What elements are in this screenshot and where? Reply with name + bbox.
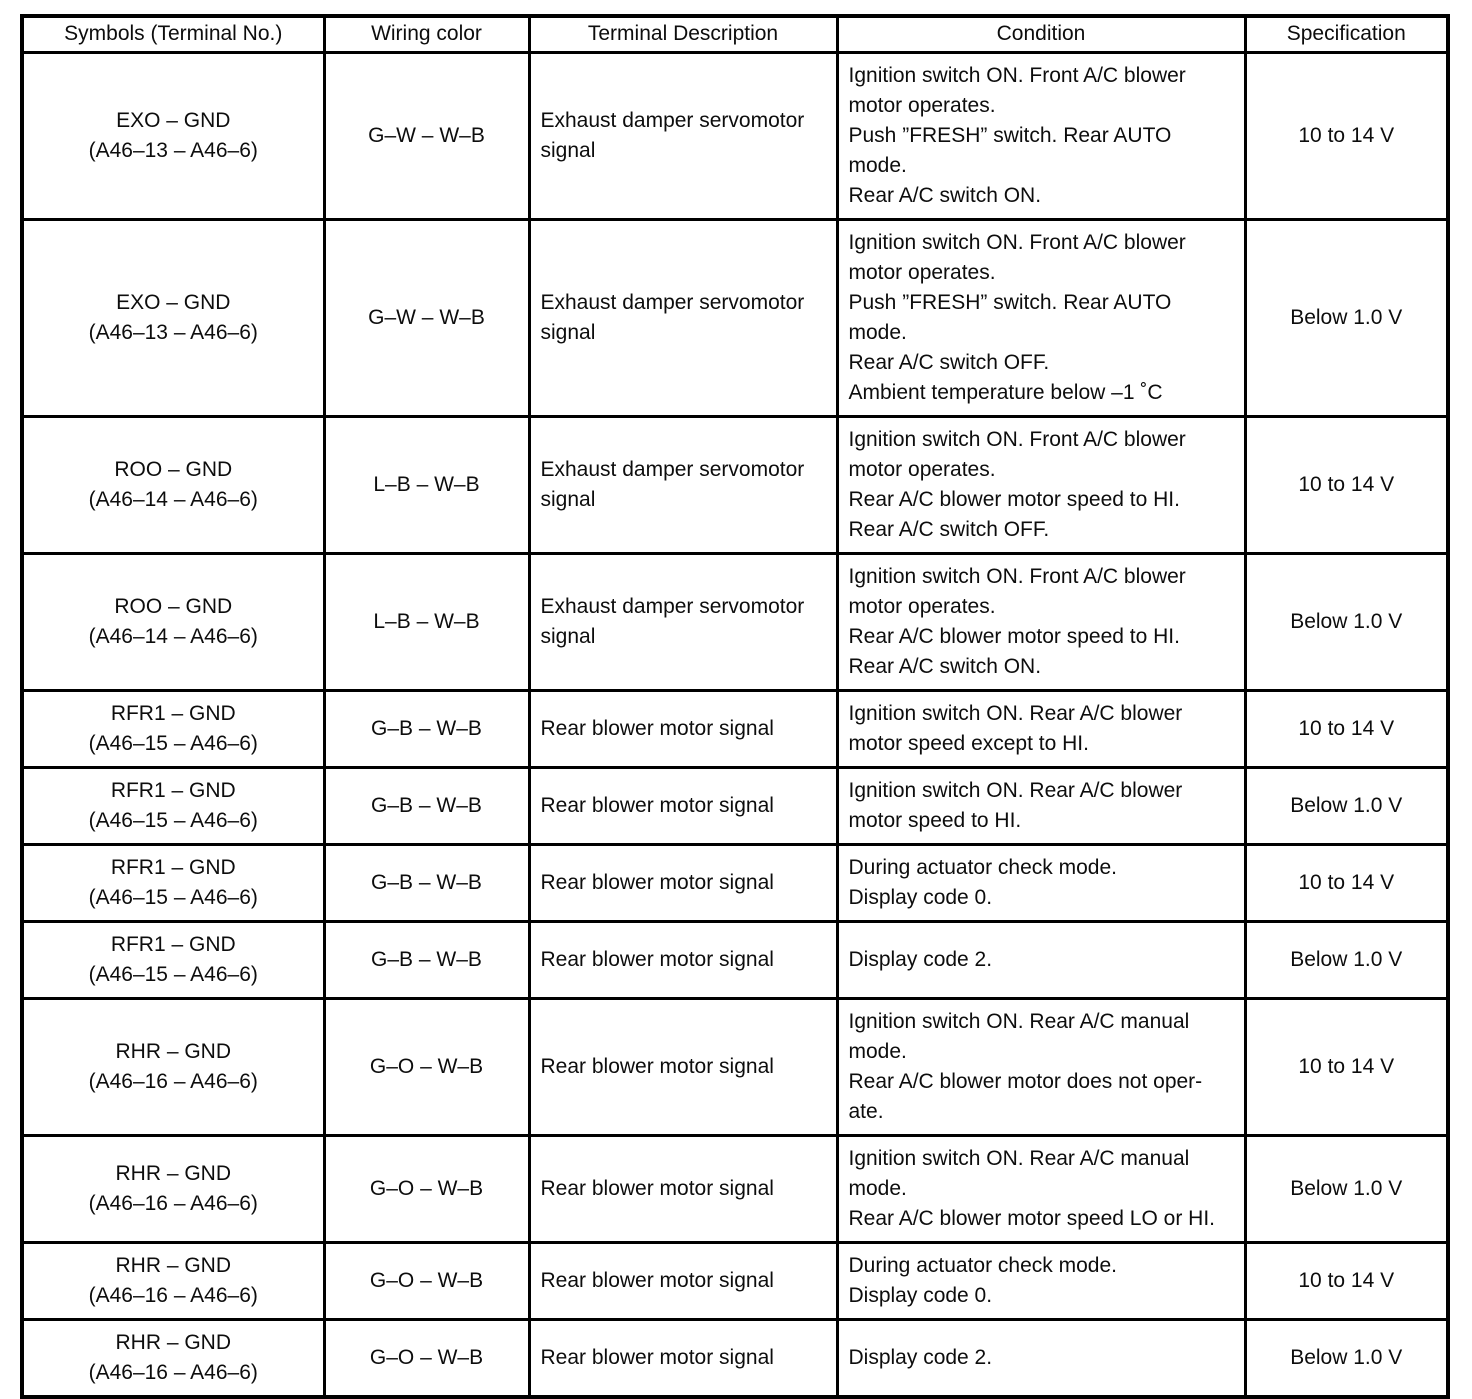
text-line: Rear blower motor signal: [540, 1176, 774, 1200]
text-line: motor speed to HI.: [848, 808, 1022, 832]
description-cell: [529, 1135, 837, 1242]
text-line: 10 to 14 V: [1298, 716, 1395, 740]
text-line: RFR1 – GND: [110, 701, 236, 725]
text-line: G–O – W–B: [369, 1176, 484, 1200]
text-line: Ignition switch ON. Front A/C blower: [848, 427, 1186, 451]
text-line: signal: [540, 487, 596, 511]
text-line: Display code 2.: [848, 1345, 993, 1369]
condition-cell: [837, 1319, 1245, 1397]
condition-cell: [837, 767, 1245, 844]
text-line: RFR1 – GND: [110, 778, 236, 802]
column-header-condition: Condition: [837, 16, 1245, 52]
text-line: Rear A/C switch OFF.: [848, 517, 1050, 541]
text-line: Ignition switch ON. Rear A/C blower: [848, 778, 1183, 802]
text-line: RFR1 – GND: [110, 932, 236, 956]
wiring-color-cell: [324, 690, 529, 767]
specification-cell: [1245, 1242, 1448, 1319]
text-line: motor operates.: [848, 457, 996, 481]
wiring-color-cell: [324, 416, 529, 553]
text-line: EXO – GND: [116, 108, 231, 132]
text-line: mode.: [848, 320, 907, 344]
condition-cell: [837, 1135, 1245, 1242]
text-line: (A46–15 – A46–6): [88, 962, 258, 986]
text-line: (A46–15 – A46–6): [88, 808, 258, 832]
specification-cell: [1245, 1319, 1448, 1397]
text-line: G–W – W–B: [368, 305, 485, 329]
wiring-color-cell: [324, 553, 529, 690]
wiring-color-cell: [324, 1242, 529, 1319]
text-line: During actuator check mode.: [848, 855, 1117, 879]
specification-cell: [1245, 553, 1448, 690]
text-line: Rear blower motor signal: [540, 947, 774, 971]
wiring-color-cell: [324, 219, 529, 416]
symbol-cell: [22, 1242, 324, 1319]
symbol-cell: [22, 1135, 324, 1242]
table-row: [22, 52, 1448, 219]
table-row: [22, 1135, 1448, 1242]
text-line: G–O – W–B: [369, 1345, 484, 1369]
specification-cell: [1245, 998, 1448, 1135]
text-line: Exhaust damper servomotor: [540, 457, 805, 481]
table-row: [22, 690, 1448, 767]
symbol-cell: [22, 921, 324, 998]
text-line: 10 to 14 V: [1298, 1054, 1395, 1078]
text-line: Display code 2.: [848, 947, 993, 971]
text-line: motor speed except to HI.: [848, 731, 1089, 755]
symbol-cell: [22, 998, 324, 1135]
text-line: motor operates.: [848, 260, 996, 284]
text-line: G–B – W–B: [371, 716, 482, 740]
description-cell: [529, 844, 837, 921]
text-line: Rear A/C switch ON.: [848, 183, 1042, 207]
text-line: mode.: [848, 1176, 907, 1200]
description-cell: [529, 1319, 837, 1397]
condition-cell: [837, 921, 1245, 998]
condition-cell: [837, 416, 1245, 553]
terminal-spec-table: [20, 14, 1450, 1399]
column-header-wiring-color: Wiring color: [324, 16, 529, 52]
table-body: [22, 52, 1448, 1397]
text-line: Rear blower motor signal: [540, 1054, 774, 1078]
specification-cell: [1245, 1135, 1448, 1242]
text-line: Exhaust damper servomotor: [540, 290, 805, 314]
text-line: signal: [540, 320, 596, 344]
text-line: Rear A/C switch OFF.: [848, 350, 1050, 374]
text-line: ROO – GND: [114, 457, 233, 481]
text-line: (A46–16 – A46–6): [88, 1283, 258, 1307]
specification-cell: [1245, 416, 1448, 553]
text-line: Rear blower motor signal: [540, 793, 774, 817]
text-line: (A46–16 – A46–6): [88, 1191, 258, 1215]
column-header-specification: Specification: [1245, 16, 1448, 52]
text-line: 10 to 14 V: [1298, 1268, 1395, 1292]
text-line: Below 1.0 V: [1290, 305, 1403, 329]
text-line: Below 1.0 V: [1290, 947, 1403, 971]
text-line: mode.: [848, 1039, 907, 1063]
condition-cell: [837, 219, 1245, 416]
text-line: Below 1.0 V: [1290, 1176, 1403, 1200]
text-line: Display code 0.: [848, 1283, 993, 1307]
text-line: Rear A/C blower motor speed to HI.: [848, 624, 1180, 648]
text-line: RHR – GND: [115, 1161, 231, 1185]
text-line: G–B – W–B: [371, 947, 482, 971]
description-cell: [529, 416, 837, 553]
condition-cell: [837, 1242, 1245, 1319]
text-line: RHR – GND: [115, 1253, 231, 1277]
text-line: Ignition switch ON. Rear A/C blower: [848, 701, 1183, 725]
text-line: (A46–16 – A46–6): [88, 1069, 258, 1093]
text-line: RHR – GND: [115, 1330, 231, 1354]
wiring-color-cell: [324, 52, 529, 219]
symbol-cell: [22, 219, 324, 416]
text-line: Below 1.0 V: [1290, 609, 1403, 633]
text-line: G–O – W–B: [369, 1268, 484, 1292]
specification-cell: [1245, 52, 1448, 219]
text-line: 10 to 14 V: [1298, 870, 1395, 894]
text-line: Ignition switch ON. Front A/C blower: [848, 230, 1186, 254]
text-line: Ignition switch ON. Front A/C blower: [848, 564, 1186, 588]
description-cell: [529, 921, 837, 998]
text-line: Ignition switch ON. Rear A/C manual: [848, 1009, 1190, 1033]
symbol-cell: [22, 52, 324, 219]
text-line: Push ”FRESH” switch. Rear AUTO: [848, 290, 1172, 314]
table-row: [22, 416, 1448, 553]
description-cell: [529, 690, 837, 767]
text-line: L–B – W–B: [373, 472, 480, 496]
wiring-color-cell: [324, 1319, 529, 1397]
description-cell: [529, 52, 837, 219]
text-line: Ignition switch ON. Rear A/C manual: [848, 1146, 1190, 1170]
text-line: Rear A/C switch ON.: [848, 654, 1042, 678]
text-line: 10 to 14 V: [1298, 123, 1395, 147]
text-line: G–O – W–B: [369, 1054, 484, 1078]
text-line: motor operates.: [848, 594, 996, 618]
wiring-color-cell: [324, 767, 529, 844]
description-cell: [529, 1242, 837, 1319]
condition-cell: [837, 690, 1245, 767]
wiring-color-cell: [324, 844, 529, 921]
text-line: Ambient temperature below –1 ˚C: [848, 380, 1163, 404]
text-line: EXO – GND: [116, 290, 231, 314]
description-cell: [529, 998, 837, 1135]
table-row: [22, 767, 1448, 844]
condition-cell: [837, 52, 1245, 219]
specification-cell: [1245, 844, 1448, 921]
specification-cell: [1245, 767, 1448, 844]
symbol-cell: [22, 1319, 324, 1397]
text-line: Below 1.0 V: [1290, 793, 1403, 817]
text-line: (A46–14 – A46–6): [88, 624, 258, 648]
text-line: G–W – W–B: [368, 123, 485, 147]
text-line: (A46–14 – A46–6): [88, 487, 258, 511]
table-row: [22, 998, 1448, 1135]
text-line: RFR1 – GND: [110, 855, 236, 879]
text-line: Rear A/C blower motor speed to HI.: [848, 487, 1180, 511]
text-line: signal: [540, 138, 596, 162]
column-header-symbols: Symbols (Terminal No.): [22, 16, 324, 52]
text-line: 10 to 14 V: [1298, 472, 1395, 496]
text-line: signal: [540, 624, 596, 648]
text-line: (A46–15 – A46–6): [88, 731, 258, 755]
table-row: [22, 219, 1448, 416]
text-line: Exhaust damper servomotor: [540, 108, 805, 132]
text-line: Ignition switch ON. Front A/C blower: [848, 63, 1186, 87]
text-line: Rear blower motor signal: [540, 1268, 774, 1292]
table-row: [22, 844, 1448, 921]
specification-cell: [1245, 219, 1448, 416]
symbol-cell: [22, 416, 324, 553]
text-line: During actuator check mode.: [848, 1253, 1117, 1277]
symbol-cell: [22, 553, 324, 690]
text-line: RHR – GND: [115, 1039, 231, 1063]
table-row: [22, 1319, 1448, 1397]
text-line: G–B – W–B: [371, 793, 482, 817]
text-line: motor operates.: [848, 93, 996, 117]
text-line: L–B – W–B: [373, 609, 480, 633]
table-header-row: [22, 16, 1448, 52]
symbol-cell: [22, 690, 324, 767]
condition-cell: [837, 998, 1245, 1135]
text-line: (A46–15 – A46–6): [88, 885, 258, 909]
wiring-color-cell: [324, 921, 529, 998]
text-line: Display code 0.: [848, 885, 993, 909]
text-line: mode.: [848, 153, 907, 177]
condition-cell: [837, 844, 1245, 921]
text-line: Rear blower motor signal: [540, 716, 774, 740]
description-cell: [529, 767, 837, 844]
text-line: Rear A/C blower motor does not oper-: [848, 1069, 1203, 1093]
description-cell: [529, 553, 837, 690]
table-row: [22, 921, 1448, 998]
table-row: [22, 1242, 1448, 1319]
wiring-color-cell: [324, 1135, 529, 1242]
specification-cell: [1245, 921, 1448, 998]
table-row: [22, 553, 1448, 690]
text-line: G–B – W–B: [371, 870, 482, 894]
symbol-cell: [22, 767, 324, 844]
symbol-cell: [22, 844, 324, 921]
text-line: Rear blower motor signal: [540, 1345, 774, 1369]
text-line: (A46–13 – A46–6): [88, 320, 258, 344]
column-header-description: Terminal Description: [529, 16, 837, 52]
text-line: Rear blower motor signal: [540, 870, 774, 894]
description-cell: [529, 219, 837, 416]
specification-cell: [1245, 690, 1448, 767]
text-line: Push ”FRESH” switch. Rear AUTO: [848, 123, 1172, 147]
wiring-color-cell: [324, 998, 529, 1135]
text-line: ate.: [848, 1099, 884, 1123]
text-line: ROO – GND: [114, 594, 233, 618]
text-line: (A46–13 – A46–6): [88, 138, 258, 162]
text-line: Exhaust damper servomotor: [540, 594, 805, 618]
text-line: (A46–16 – A46–6): [88, 1360, 258, 1384]
text-line: Below 1.0 V: [1290, 1345, 1403, 1369]
text-line: Rear A/C blower motor speed LO or HI.: [848, 1206, 1215, 1230]
condition-cell: [837, 553, 1245, 690]
